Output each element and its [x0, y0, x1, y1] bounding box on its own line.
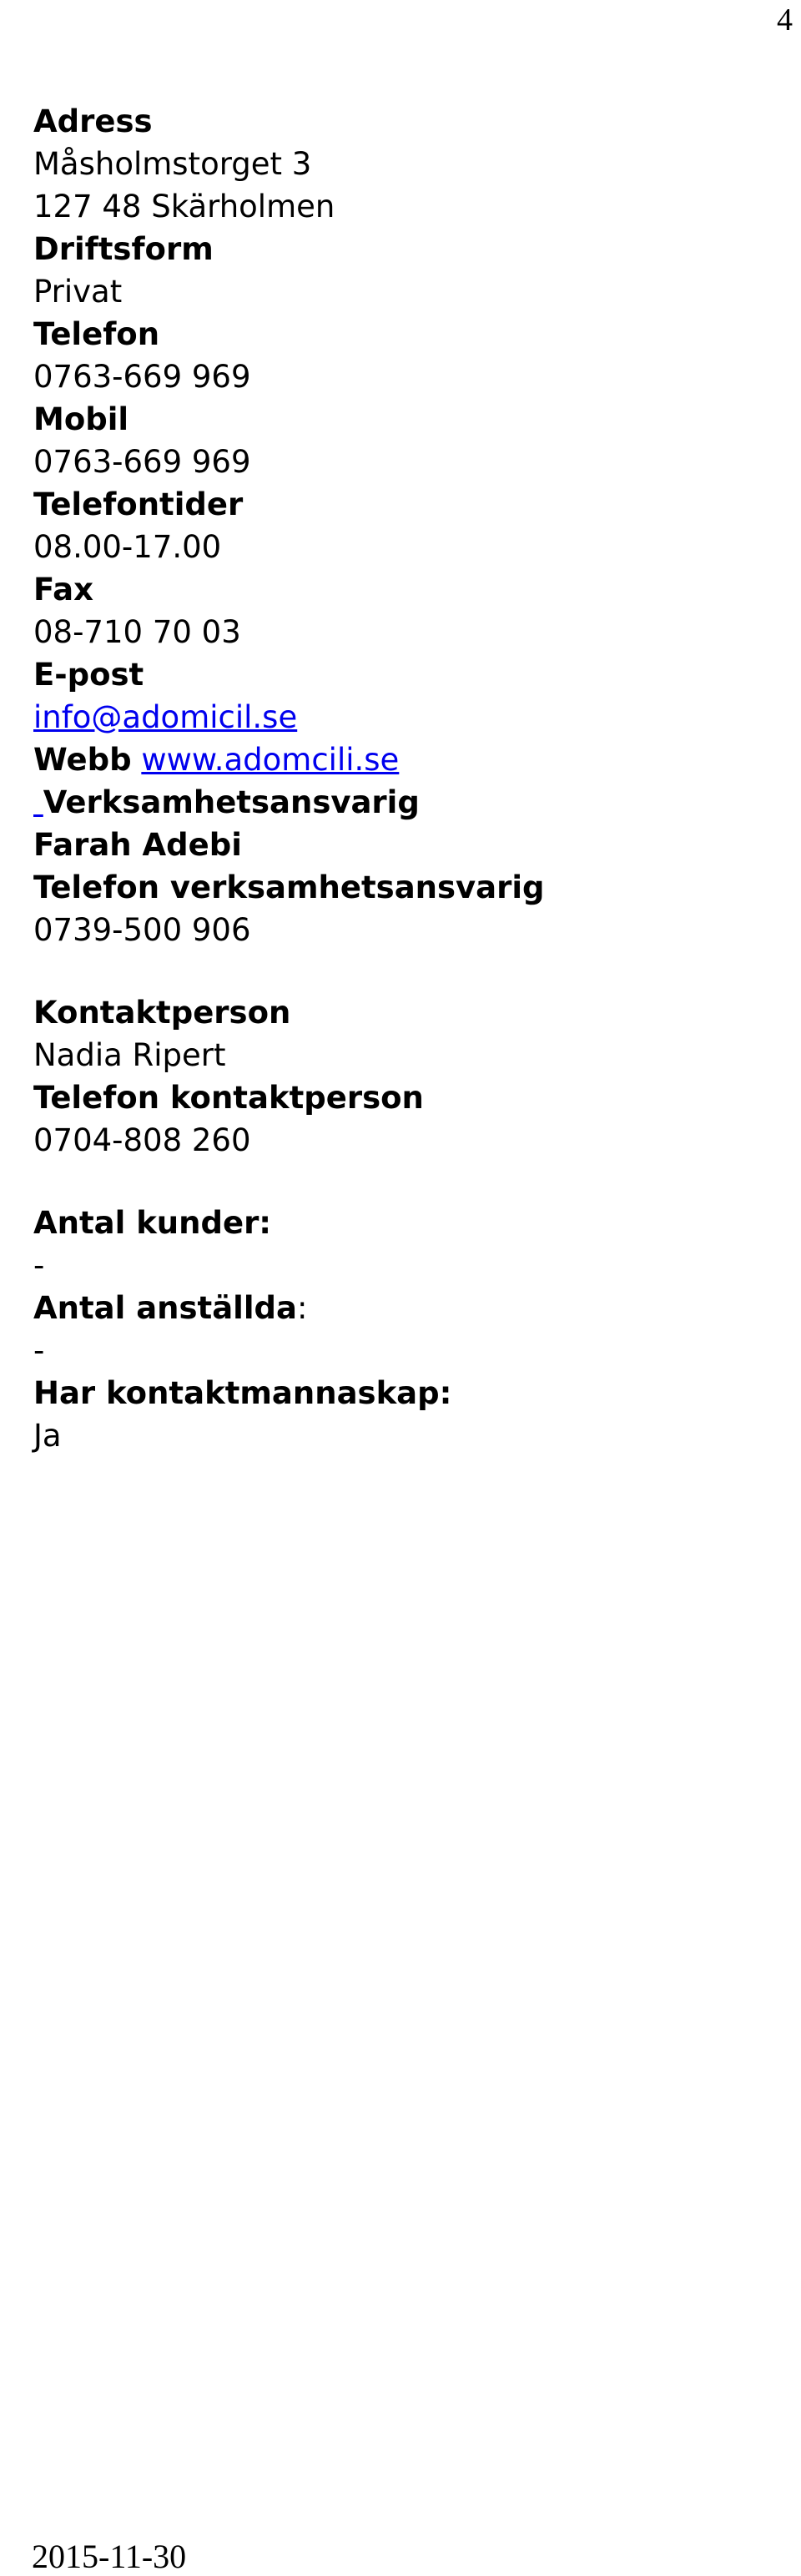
telefon-kontaktperson-value: 0704-808 260: [33, 1122, 251, 1158]
telefontider-label: Telefontider: [33, 486, 244, 522]
contact-details: [33, 100, 768, 1457]
section-spacer: [33, 951, 768, 991]
antal-anstallda-label: Antal anställda: [33, 1290, 297, 1326]
antal-kunder-label: Antal kunder:: [33, 1205, 272, 1241]
telefontider-value: 08.00-17.00: [33, 529, 222, 565]
antal-kunder-value: -: [33, 1248, 45, 1283]
epost-label: E-post: [33, 657, 144, 693]
adress-line-2: 127 48 Skärholmen: [33, 189, 335, 224]
mobil-label: Mobil: [33, 401, 129, 437]
kontaktperson-label: Kontaktperson: [33, 995, 291, 1031]
antal-anstallda-value: -: [33, 1333, 45, 1369]
email-link[interactable]: info@adomicil.se: [33, 699, 298, 735]
kontaktmannaskap-value: Ja: [33, 1418, 62, 1454]
website-link[interactable]: www.adomcili.se: [141, 742, 400, 778]
driftsform-value: Privat: [33, 274, 123, 310]
verksamhetsansvarig-label: Verksamhetsansvarig: [43, 784, 420, 820]
website-link-tail[interactable]: [33, 784, 43, 820]
webb-label: Webb: [33, 742, 132, 778]
page-number: 4: [777, 3, 793, 38]
telefon-label: Telefon: [33, 316, 160, 352]
telefon-kontaktperson-label: Telefon kontaktperson: [33, 1080, 424, 1116]
antal-anstallda-colon: :: [297, 1290, 308, 1326]
fax-value: 08-710 70 03: [33, 614, 241, 650]
adress-label: Adress: [33, 103, 153, 139]
footer-date: 2015-11-30: [32, 2538, 187, 2575]
telefon-verksamhetsansvarig-label: Telefon verksamhetsansvarig: [33, 870, 545, 905]
kontaktperson-value: Nadia Ripert: [33, 1037, 226, 1073]
telefon-value: 0763-669 969: [33, 359, 251, 395]
telefon-verksamhetsansvarig-value: 0739-500 906: [33, 912, 251, 948]
adress-line-1: Måsholmstorget 3: [33, 146, 312, 182]
driftsform-label: Driftsform: [33, 231, 214, 267]
fax-label: Fax: [33, 572, 93, 607]
kontaktmannaskap-label: Har kontaktmannaskap:: [33, 1375, 452, 1411]
verksamhetsansvarig-value: Farah Adebi: [33, 827, 242, 863]
section-spacer: [33, 1162, 768, 1202]
mobil-value: 0763-669 969: [33, 444, 251, 480]
